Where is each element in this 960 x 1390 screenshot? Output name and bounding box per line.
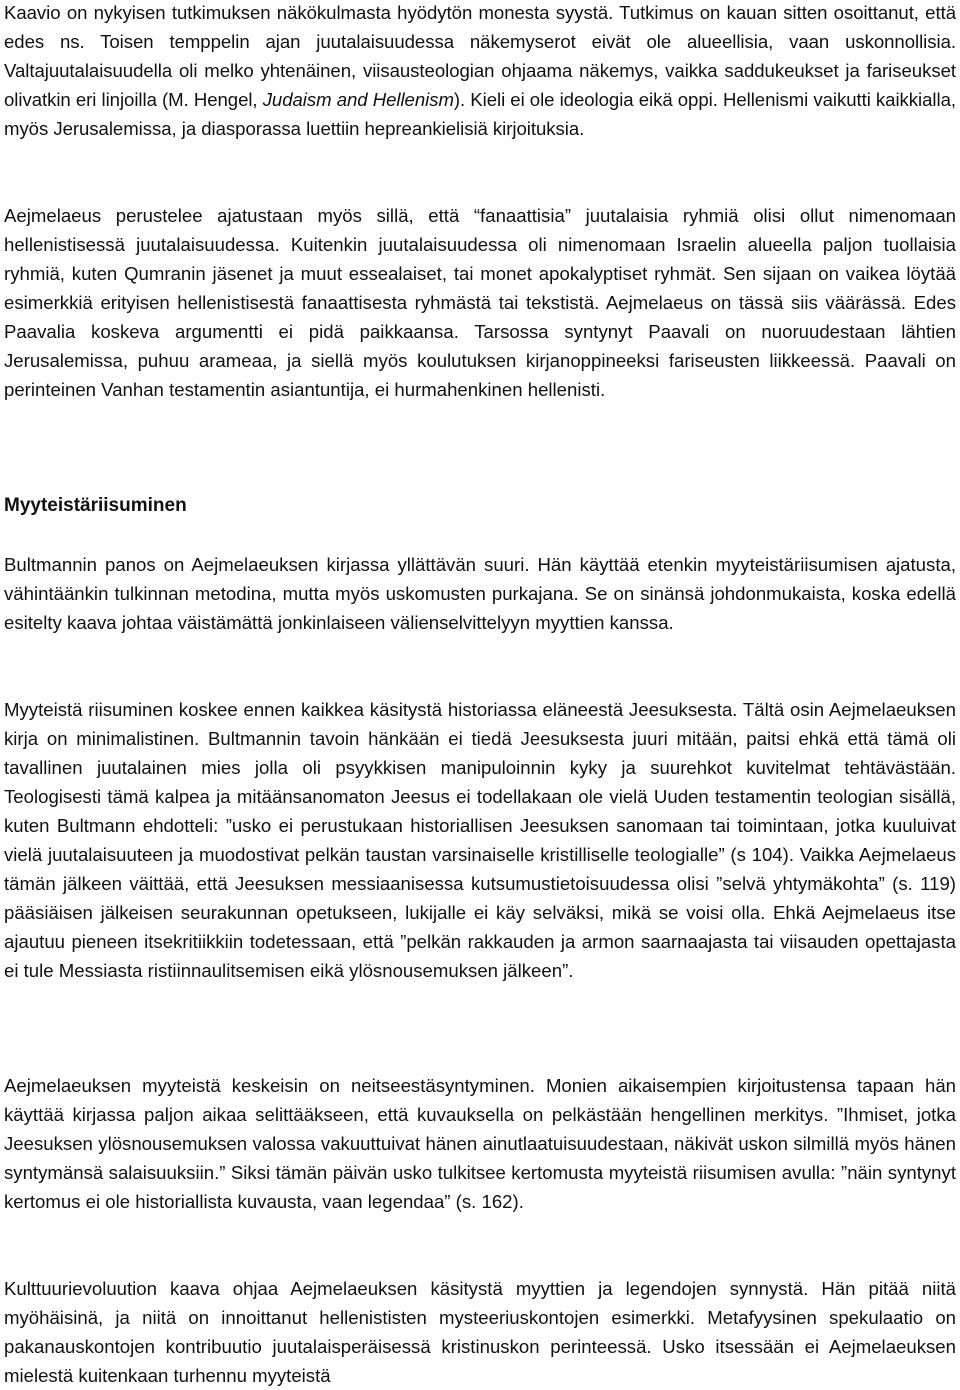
paragraph-kaavio-text-b: ). Kieli ei ole ideologia eikä oppi. Hellenismi vaikutti kaikkialla, myös Jerusalemissa, ja diasporassa luettiin hepreankielisiä kirjoituksia. [4, 89, 956, 139]
paragraph-kaavio-text-a: Kaavio on nykyisen tutkimuksen näkökulmasta hyödytön monesta syystä. Tutkimus on kauan sitten osoittanut, että edes ns. Toisen temppelin ajan juutalaisuudessa näkemyserot eivät ole alueellisia, vaan uskonnollisia. Valtajuutalaisuudella oli melko yhtenäinen, viisausteologian ohjaama näkemys, vaikka saddukeukset ja fariseukset olivatkin eri linjoilla (M. Hengel, [4, 2, 956, 110]
book-title-judaism-and-hellenism: Judaism and Hellenism [262, 89, 454, 110]
paragraph-kulttuurievoluutio: Kulttuurievoluution kaava ohjaa Aejmelaeuksen käsitystä myyttien ja legendojen synnystä. Hän pitää niitä myöhäisinä, ja niitä on innoittanut hellenististen mysteeriuskontojen esimerkki. Metafyysinen spekulaatio on pakanauskontojen kontribuutio juutalaisperäisessä kristinuskon perinteessä. Usko itsessään ei Aejmelaeuksen mielestä kuitenkaan turhennu myyteistä [4, 1278, 956, 1386]
paragraph-kaavio [4, 0, 956, 143]
paragraph-bultmannin-panos: Bultmannin panos on Aejmelaeuksen kirjassa yllättävän suuri. Hän käyttää etenkin myyteistäriisumisen ajatusta, vähintäänkin tulkinnan metodina, mutta myös uskomusten purkajana. Se on sinänsä johdonmukaista, koska edellä esitelty kaava johtaa väistämättä jonkinlaiseen välienselvittelyyn myyttien kanssa. [4, 554, 956, 633]
paragraph-aejmelaeus-perustelee: Aejmelaeus perustelee ajatustaan myös sillä, että “fanaattisia” juutalaisia ryhmiä olisi ollut nimenomaan hellenistisessä juutalaisuudessa. Kuitenkin juutalaisuudessa oli nimenomaan Israelin alueella paljon tuollaisia ryhmiä, kuten Qumranin jäsenet ja muut essealaiset, tai monet apokalyptiset ryhmät. Sen sijaan on vaikea löytää esimerkkiä erityisen hellenistisestä fanaattisesta ryhmästä tai tekstistä. Aejmelaeus on tässä siis väärässä. Edes Paavalia koskeva argumentti ei pidä paikkaansa. Tarsossa syntynyt Paavali on nuoruudestaan lähtien Jerusalemissa, puhuu arameaa, ja siellä myös koulutuksen kirjanoppineeksi fariseusten liikkeessä. Paavali on perinteinen Vanhan testamentin asiantuntija, ei hurmahenkinen hellenisti. [4, 205, 956, 400]
paragraph-myyteista-riisuminen: Myyteistä riisuminen koskee ennen kaikkea käsitystä historiassa eläneestä Jeesuksesta. Tältä osin Aejmelaeuksen kirja on minimalistinen. Bultmannin tavoin hänkään ei tiedä Jeesuksesta juuri mitään, paitsi ehkä että tämä oli tavallinen juutalainen mies jolla oli psyykkisen manipuloinnin kyky ja suurehkot kuvitelmat tehtävästään. Teologisesti tämä kalpea ja mitäänsanomaton Jeesus ei todellakaan ole vielä Uuden testamentin teologian sisällä, kuten Bultmann ehdotteli: ”usko ei perustukaan historiallisen Jeesuksen sanomaan tai toimintaan, jotka kuuluivat vielä juutalaisuuteen ja muodostivat pelkän taustan varsinaiselle kristilliselle teologialle” (s 104). Vaikka Aejmelaeus tämän jälkeen väittää, että Jeesuksen messiaanisessa kutsumustietoisuudessa olisi ”selvä yhtymäkohta” (s. 119) pääsiäisen jälkeisen seurakunnan opetukseen, lukijalle ei käy selväksi, mikä se voisi olla. Ehkä Aejmelaeus itse ajautuu pieneen itsekritiikkiin todetessaan, että ”pelkän rakkauden ja armon saarnaajasta tai viisauden opettajasta ei tule Messiasta ristiinnaulitsemisen eikä ylösnousemuksen jälkeen”. [4, 699, 956, 981]
paragraph-neitseestasyntyminen: Aejmelaeuksen myyteistä keskeisin on neitseestäsyntyminen. Monien aikaisempien kirjoitustensa tapaan hän käyttää kirjassa paljon aikaa selittääkseen, että kuvauksella on pelkästään hengellinen merkitys. ”Ihmiset, jotka Jeesuksen ylösnousemuksen valossa vakuuttuivat hänen ainutlaatuisuudestaan, näkivät uskon silmillä myös hänen syntymänsä salaisuuksiin.” Siksi tämän päivän usko tulkitsee kertomusta myyteistä riisumisen avulla: ”näin syntynyt kertomus ei ole historiallista kuvausta, vaan legendaa” (s. 162). [4, 1075, 956, 1212]
section-heading-myyteistariisuminen: Myyteistäriisuminen [4, 495, 187, 516]
